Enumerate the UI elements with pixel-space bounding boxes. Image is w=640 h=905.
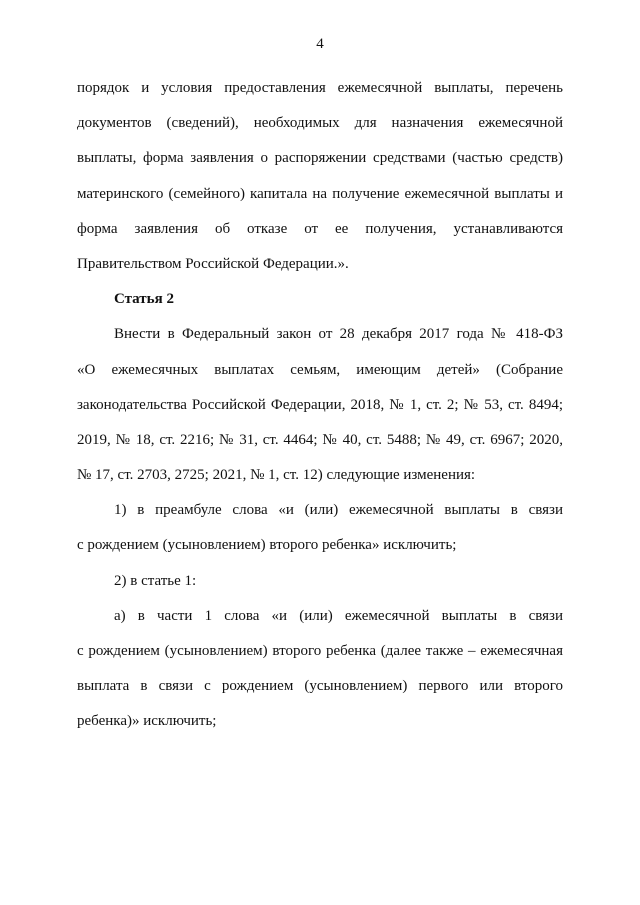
text-line: выплаты, форма заявления о распоряжении средствами (частью средств) — [77, 150, 563, 167]
article-heading-block — [77, 282, 563, 317]
list-item-2 — [77, 564, 563, 599]
text-line: 2) в статье 1: — [114, 572, 197, 589]
text-line: документов (сведений), необходимых для назначения ежемесячной — [77, 115, 563, 132]
text-line: 1) в преамбуле слова «и (или) ежемесячной выплаты в связи — [114, 502, 563, 519]
text-line: «О ежемесячных выплатах семьям, имеющим детей» (Собрание — [77, 361, 563, 378]
text-line: материнского (семейного) капитала на получение ежемесячной выплаты и — [77, 185, 563, 202]
text-line: № 17, ст. 2703, 2725; 2021, № 1, ст. 12) следующие изменения: — [77, 467, 476, 484]
document-body — [77, 71, 563, 740]
paragraph-amendment-intro — [77, 317, 563, 493]
text-line: форма заявления об отказе от ее получения, устанавливаются — [77, 220, 563, 237]
text-line: выплата в связи с рождением (усыновлением) первого или второго — [77, 678, 563, 695]
text-line: а) в части 1 слова «и (или) ежемесячной выплаты в связи — [114, 607, 563, 624]
text-line: Внести в Федеральный закон от 28 декабря 2017 года № 418-ФЗ — [114, 326, 563, 343]
list-item-2a — [77, 599, 563, 740]
text-line: порядок и условия предоставления ежемесячной выплаты, перечень — [77, 80, 563, 96]
text-line: законодательства Российской Федерации, 2018, № 1, ст. 2; № 53, ст. 8494; — [77, 396, 563, 413]
page-number: 4 — [316, 36, 324, 52]
paragraph-continuation — [77, 71, 563, 282]
list-item-1 — [77, 493, 563, 563]
text-line: с рождением (усыновлением) второго ребенка» исключить; — [77, 537, 457, 554]
text-line: 2019, № 18, ст. 2216; № 31, ст. 4464; № 40, ст. 5488; № 49, ст. 6967; 2020, — [77, 431, 563, 448]
article-heading: Статья 2 — [114, 291, 174, 308]
text-line: ребенка)» исключить; — [77, 713, 217, 730]
text-line: с рождением (усыновлением) второго ребенка (далее также – ежемесячная — [77, 643, 563, 659]
text-line: Правительством Российской Федерации.». — [77, 255, 349, 272]
